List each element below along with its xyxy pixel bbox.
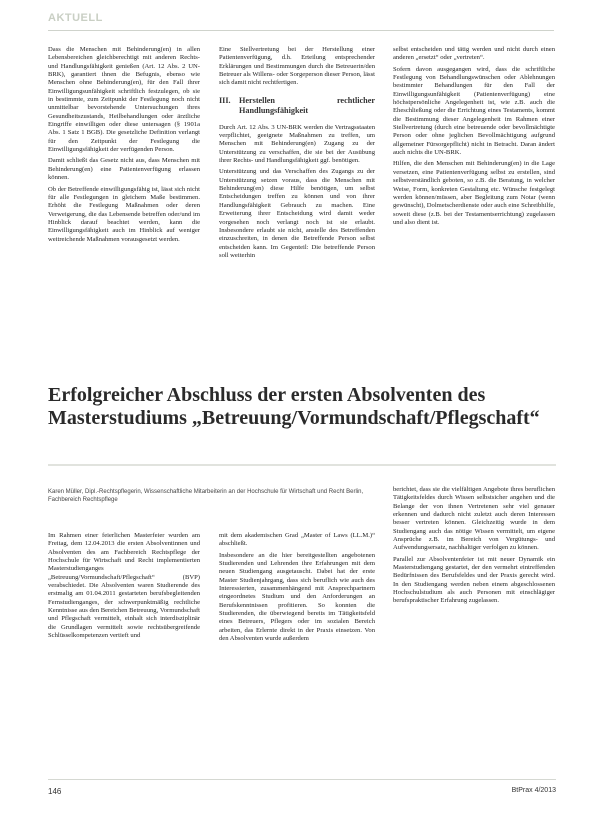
page-number: 146	[48, 787, 62, 796]
article-column-1	[48, 532, 200, 750]
paragraph: Eine Stellvertretung bei der Herstellung einer Patientenverfügung, d.h. Erteilung entsprechender Erklärungen und Bestimmungen durch die Betreuerin/den Betreuer als Willens- oder Sorgeperson dieser Person, lässt sich damit nicht rechtfertigen.	[219, 46, 375, 87]
title-rule	[48, 464, 556, 466]
top-column-1	[48, 46, 200, 358]
paragraph: Parallel zur Absolventenfeier ist mit neuer Dynamik ein Masterstudiengang gestartet, der den vermehrt eintreffenden Bedürfnissen des Berufsfeldes und der Praxis gerecht wird. In den Studiengang werden neben einem abgeschlossenen Hochschulstudium als auch Personen mit einschlägiger berufspraktischer Erfahrung zugelassen.	[393, 555, 555, 605]
paragraph: Im Rahmen einer feierlichen Masterfeier wurden am Freitag, dem 12.04.2013 die ersten Absolventinnen und Absolventen des am Fachbereich Rechtspflege der Hochschule für Wirtschaft und Recht implementierten Masterstudienganges „Betreuung/Vormundschaft/Pflegschaft“ (BVP) verabschiedet. Die Absolventen waren Studierende des erstmalig am 01.04.2011 gestarteten berufsbegleitenden Fernstudienganges, der schwerpunktmäßig rechtliche Kenntnisse aus den Bereichen Betreuung, Vormundschaft und Pflegschaft vermittelt, einhalt sich interdisziplinär die Grundlagen vermittelt sowie rechtsübergreifende Schlüsselkompetenzen vertieft und	[48, 532, 200, 640]
section-number: III.	[219, 95, 231, 105]
paragraph: mit dem akademischen Grad „Master of Laws (LL.M.)“ abschließt.	[219, 532, 375, 548]
paragraph: Dass die Menschen mit Behinderung(en) in allen Lebensbereichen gleichberechtigt mit anderen Rechts- und Handlungsfähigkeit genießen (Art. 12 Abs. 2 UN-BRK), garantiert ihnen die Befugnis, ebenso wie Menschen ohne Behinderung(en), für den Fall ihrer Einwilligungsunfähigkeit schriftlich festzulegen, ob sie in bestimmte, zum Zeitpunkt der Festlegung noch nicht unmittelbar bevorstehende Untersuchungen ihres Gesundheitszustands, Heilbehandlungen oder ärztliche Eingriffe einwilligen oder diese untersagen (§ 1901a Abs. 1 Satz 1 BGB). Die gesetzliche Definition verlangt für den Zeitpunkt der Festlegung die Einwilligungsfähigkeit der verfügenden Person.	[48, 46, 200, 154]
article-title: Erfolgreicher Abschluss der ersten Absolventen des Masterstudiums „Betreuung/Vormundschaft/Pflegschaft“	[48, 384, 540, 429]
author-line: Karen Müller, Dipl.-Rechtspflegerin, Wissenschaftliche Mitarbeiterin an der Hochschule für Wirtschaft und Recht Berlin, Fachbereich Rechtspflege	[48, 489, 364, 503]
paragraph: Unterstützung und das Verschaffen des Zugangs zu der Unterstützung setzen voraus, dass die Menschen mit Behinderung(en) diese Hilfe benötigen, um selbst Entscheidungen treffen zu können und von ihrer Handlungsfähigkeit Gebrauch zu machen. Eine Erweiterung ihrer Entscheidung wird damit weder vorgesehen noch verlangt noch ist sie erlaubt. Insbesondere erlaubt sie nicht, anstelle des Betreffenden einzuschreiten, in denen die Betreffende Person selbst entscheiden kann. Im Gegenteil: Die betreffende Person soll weiterhin	[219, 168, 375, 259]
section-heading	[219, 96, 375, 116]
paragraph: Insbesondere an die hier bereitgestellten angebotenen Studierenden und Lehrenden ihre Erfahrungen mit dem neuen Studiengang ausgetauscht. Dabei hat der erste Master Studienjahrgang, dass sich beruflich wie auch des Interessierten, zusammenhängend mit Ansprechpartnern eingeordnetes Studium und den Anforderungen an Berufskenntnissen profitieren. So konnten die Studierenden, die überwiegend bereits im Tätigkeitsfeld eines Betreuers, Pflegers oder im sozialen Bereich arbeiten, das Erlernte direkt in der Praxis einsetzen. Von den Absolventen wurde außerdem	[219, 551, 375, 643]
top-column-2	[219, 46, 375, 358]
article-column-3	[393, 486, 555, 750]
paragraph: Sofern davon ausgegangen wird, dass die schriftliche Festlegung von Behandlungswünschen oder Ablehnungen bestimmter Behandlungen für den Fall der Einwilligungsunfähigkeit (Patientenverfügung) eine höchstpersönliche Angelegenheit ist, wie z.B. auch die Eheschließung oder die Errichtung eines Testaments, kommt die Bestimmung dieser Angelegenheit im Rahmen einer Stellvertretung (durch eine betreuende oder bevollmächtigte Person oder ohne jeglichen Bevollmächtigung aufgrund allgemeiner Fürsorgepflicht) nicht in Betracht. Daran ändert auch nichts die UN-BRK.	[393, 65, 555, 157]
section-title: Herstellen rechtlicher Handlungsfähigkeit	[239, 95, 375, 115]
paragraph: selbst entscheiden und tätig werden und nicht durch einen anderen „ersetzt“ oder „vertreten“.	[393, 46, 555, 62]
paragraph: Hilfen, die den Menschen mit Behinderung(en) in die Lage versetzen, eine Patientenverfügung selbst zu erstellen, sind selbstverständlich geboten, so z.B. die Beratung, in welcher Weise, Form, konkreten Gestaltung etc. Wünsche festgelegt werden können/müssen, aber Begleitung zum Notar (wenn gewünscht), Dolmetscherdienste oder auch eine Schreibhilfe, soweit diese (z.B. bei der Testamentserrichtung) zugelassen und also dient ist.	[393, 160, 555, 226]
top-column-3	[393, 46, 555, 358]
footer-rule	[48, 779, 556, 780]
paragraph: Ob der Betreffende einwilligungsfähig ist, lässt sich nicht für alle Festlegungen in gleichem Maße bestimmen. Erhöht die Festlegung Maßnahmen oder deren Verweigerung, die das Lebensende betreffen oder/und im Hinblick darauf beachtet werden, kann die Einwilligungsfähigkeit auch im Hinblick auf weniger weitreichende Maßnahmen vorausgesetzt werden.	[48, 185, 200, 243]
section-label: AKTUELL	[48, 12, 103, 24]
paragraph: berichtet, dass sie die vielfältigen Angebote ihres beruflichen Tätigkeitsfeldes durch Wissen selbstsicher angehen und die Belange der von ihnen Vertretenen sehr viel genauer erkennen und dadurch nicht zuletzt auch deren Interessen besser vertreten können. Gleichzeitig wurde in dem Studiengang auch das nötige Wissen vermittelt, um eigene Ansprüche z.B. im Bereich von Vergütungs- und Aufwendungsersatz, nachhaltiger verfolgen zu können.	[393, 486, 555, 552]
article-column-2	[219, 532, 375, 750]
header-rule	[48, 30, 554, 31]
paragraph: Damit schließt das Gesetz nicht aus, dass Menschen mit Behinderung(en) eine Patientenverfügung erlassen können.	[48, 157, 200, 182]
paragraph: Durch Art. 12 Abs. 3 UN-BRK werden die Vertragsstaaten verpflichtet, geeignete Maßnahmen zu treffen, um Menschen mit Behinderung(en) Zugang zu der Unterstützung zu verschaffen, die sie bei der Ausübung ihrer Rechts- und Handlungsfähigkeit ggf. benötigen.	[219, 123, 375, 165]
journal-name: BtPrax 4/2013	[511, 787, 556, 794]
